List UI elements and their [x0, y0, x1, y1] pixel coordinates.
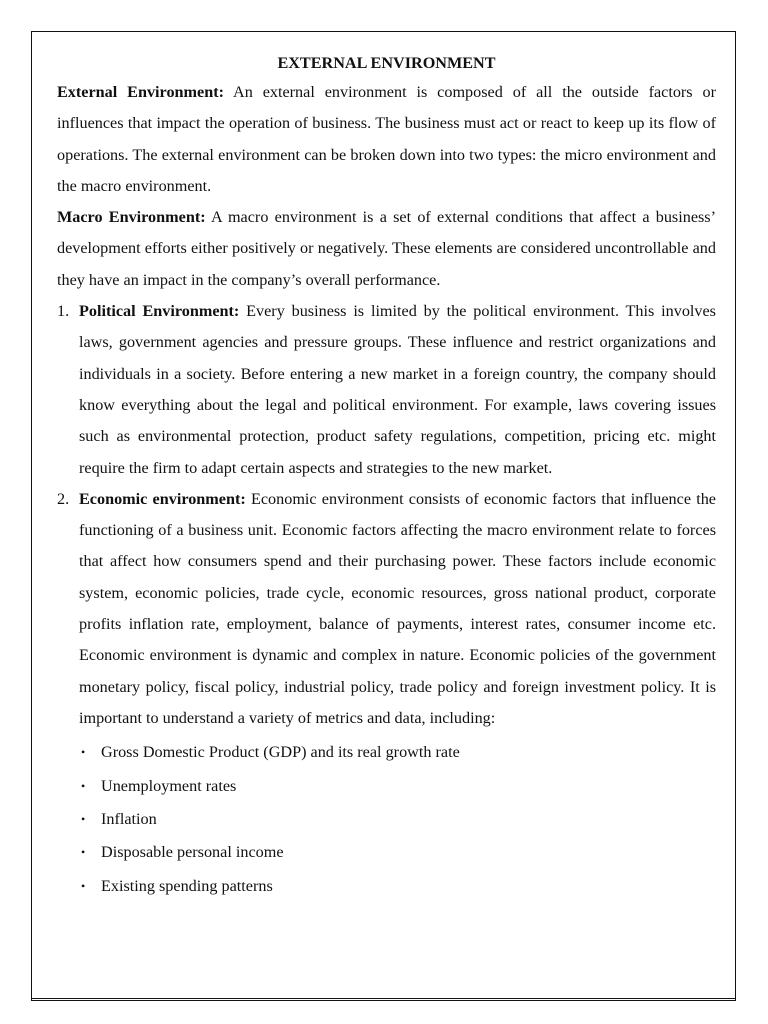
bullet-item — [57, 836, 716, 869]
bullet-item — [57, 870, 716, 903]
bullet-icon: • — [81, 812, 86, 827]
bullet-item — [57, 803, 716, 836]
list-number: 1. — [57, 302, 70, 321]
macro-environment-paragraph — [57, 202, 716, 296]
bullet-text: Unemployment rates — [101, 776, 237, 795]
bullet-item — [57, 736, 716, 769]
bullet-text: Disposable personal income — [101, 843, 284, 862]
bullet-item — [57, 770, 716, 803]
external-environment-paragraph — [57, 77, 716, 202]
document-body — [57, 50, 716, 903]
list-number: 2. — [57, 489, 70, 508]
political-environment-heading: Political Environment: — [79, 302, 240, 321]
list-item-political — [57, 296, 716, 484]
bullet-icon: • — [81, 845, 86, 860]
bullet-text: Inflation — [101, 810, 157, 829]
page-title: EXTERNAL ENVIRONMENT — [277, 54, 496, 72]
bullet-icon: • — [81, 878, 86, 893]
external-environment-text: An external environment is composed of all the outside factors or influences that impact the operation of business. The business must act or react to keep up its flow of operations. The external environment can be broken down into two types: the micro environment and the macro environment. — [57, 83, 717, 195]
economic-environment-heading: Economic environment: — [79, 489, 246, 508]
metrics-bullet-list — [57, 736, 716, 903]
bullet-icon: • — [81, 745, 86, 760]
bottom-rule — [32, 998, 735, 999]
external-environment-heading: External Environment: — [57, 83, 224, 101]
numbered-list — [57, 296, 716, 734]
list-item-economic — [57, 484, 716, 734]
bullet-text: Gross Domestic Product (GDP) and its real growth rate — [101, 743, 460, 762]
economic-environment-text: Economic environment consists of economic factors that influence the functioning of a business unit. Economic factors affecting the macro environment relate to forces that affect how consumers spend and their purchasing power. These factors include economic system, economic policies, trade cycle, economic resources, gross national product, corporate profits inflation rate, employment, balance of payments, interest rates, consumer income etc. Economic environment is dynamic and complex in nature. Economic policies of the government monetary policy, fiscal policy, industrial policy, trade policy and foreign investment policy. It is important to understand a variety of metrics and data, including: — [79, 489, 716, 727]
bullet-icon: • — [81, 778, 86, 793]
macro-environment-heading: Macro Environment: — [57, 208, 206, 227]
bullet-text: Existing spending patterns — [101, 876, 273, 895]
macro-environment-text: A macro environment is a set of external conditions that affect a business’ development efforts either positively or negatively. These elements are considered uncontrollable and they have an impact in the company’s overall performance. — [57, 208, 716, 289]
political-environment-text: Every business is limited by the political environment. This involves laws, government agencies and pressure groups. These influence and restrict organizations and individuals in a society. Before entering a new market in a foreign country, the company should know everything about the legal and political environment. For example, laws covering issues such as environmental protection, product safety regulations, competition, pricing etc. might require the firm to adapt certain aspects and strategies to the new market. — [79, 302, 716, 477]
